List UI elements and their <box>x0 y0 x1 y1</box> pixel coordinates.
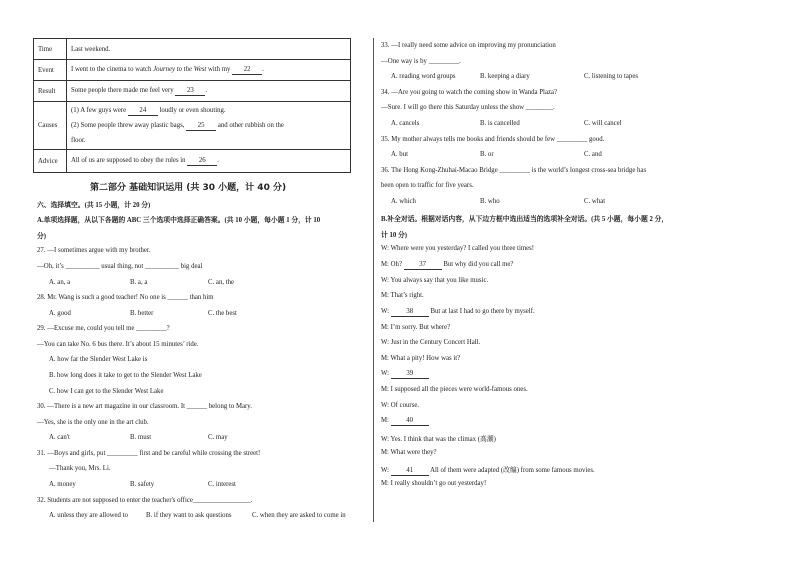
option-c[interactable]: C. what <box>584 198 606 205</box>
question-30-reply: —Yes, she is the only one in the art club. <box>37 419 149 426</box>
question-28: 28. Mr. Wang is such a good teacher! No one is ______ than him <box>37 294 214 301</box>
row-text: All of us are supposed to obey the rules in 26 . <box>67 150 351 173</box>
option-b[interactable]: B. keeping a diary <box>480 73 530 80</box>
option-b[interactable]: B. if they want to ask questions <box>146 512 232 519</box>
question-33-reply: —One way is by _________. <box>381 58 461 65</box>
question-36-cont: been open to traffic for five years. <box>381 182 474 189</box>
section-heading: 六、选择填空。(共 15 小题，计 20 分) <box>37 202 151 209</box>
dialogue-line: W: Where were you yesterday? I called you three times! <box>381 245 535 252</box>
dialogue-line: W: 38 But at last I had to go there by myself. <box>381 308 535 315</box>
dialogue-line: M: What were they? <box>381 449 437 456</box>
answer-blank: 38 <box>391 308 429 317</box>
option-a[interactable]: A. unless they are allowed to <box>49 512 128 519</box>
option-c[interactable]: C. how I can get to the Slender West Lake <box>49 388 164 395</box>
dialogue-line: M: 40 <box>381 417 429 426</box>
question-29: 29. —Excuse me, could you tell me _________? <box>37 325 170 332</box>
question-31: 31. —Boys and girls, put _________ first and be careful while crossing the street! <box>37 450 261 457</box>
dialogue-line: M: What a pity! How was it? <box>381 355 461 362</box>
row-text: I went to the cinema to watch Journey to the West with my 22 . <box>67 60 351 81</box>
part-title: 第二部分 基础知识运用 (共 30 小题，计 40 分) <box>90 183 287 193</box>
table-row <box>34 81 351 102</box>
question-36: 36. The Hong Kong-Zhuhai-Macao Bridge _________ is the world’s longest cross-sea bridge has <box>381 167 647 174</box>
option-c[interactable]: C. will cancel <box>584 120 622 127</box>
instructions: 计 10 分) <box>381 232 408 239</box>
event-table <box>33 38 351 173</box>
option-c[interactable]: C. an, the <box>208 279 235 286</box>
answer-blank: 22 <box>232 66 262 75</box>
answer-blank: 26 <box>187 157 217 166</box>
dialogue-line: W: 41 All of them were adapted (改编) from some famous movies. <box>381 467 595 474</box>
option-c[interactable]: C. when they are asked to come in <box>252 512 346 519</box>
column-divider <box>373 38 374 522</box>
option-a[interactable]: A. which <box>391 198 416 205</box>
row-label: Causes <box>34 102 67 150</box>
option-a[interactable]: A. cancels <box>391 120 420 127</box>
option-b[interactable]: B. how long does it take to get to the Slender West Lake <box>49 372 202 379</box>
dialogue-line: W: 39 <box>381 370 429 379</box>
row-label: Event <box>34 60 67 81</box>
option-c[interactable]: C. the best <box>208 310 237 317</box>
table-row <box>34 39 351 60</box>
answer-blank: 25 <box>186 122 216 131</box>
answer-blank: 23 <box>175 87 205 96</box>
dialogue-line: W: Yes. I think that was the climax (高潮) <box>381 436 496 443</box>
option-b[interactable]: B. must <box>130 434 152 441</box>
question-27: 27. —I sometimes argue with my brother. <box>37 247 151 254</box>
dialogue-line: M: Oh? 37 But why did you call me? <box>381 261 514 268</box>
row-label: Advice <box>34 150 67 173</box>
option-c[interactable]: C. listening to tapes <box>584 73 638 80</box>
table-row <box>34 102 351 150</box>
question-32: 32. Students are not supposed to enter the teacher's office_________________. <box>37 497 253 504</box>
row-text: Last weekend. <box>67 39 351 60</box>
dialogue-line: W: Just in the Century Concert Hall. <box>381 339 481 346</box>
row-label: Time <box>34 39 67 60</box>
answer-blank: 37 <box>404 261 442 270</box>
question-30: 30. —There is a new art magazine in our classroom. It ______ belong to Mary. <box>37 403 252 410</box>
answer-blank: 40 <box>391 417 429 426</box>
option-b[interactable]: B. is cancelled <box>480 120 520 127</box>
dialogue-line: W: Of course. <box>381 402 420 409</box>
option-b[interactable]: B. or <box>480 151 494 158</box>
option-c[interactable]: C. may <box>208 434 228 441</box>
option-c[interactable]: C. interest <box>208 481 236 488</box>
option-c[interactable]: C. and <box>584 151 602 158</box>
question-33: 33. —I really need some advice on improving my pronunciation <box>381 42 556 49</box>
question-27-reply: —Oh, it’s __________ usual thing, not __________ big deal <box>37 263 203 270</box>
option-a[interactable]: A. how far the Slender West Lake is <box>49 356 148 363</box>
question-31-reply: —Thank you, Mrs. Li. <box>49 465 111 472</box>
option-b[interactable]: B. a, a <box>130 279 148 286</box>
row-label: Result <box>34 81 67 102</box>
instructions: A.单项选择题，从以下各题的 ABC 三个选项中选择正确答案。(共 10 小题，每小题 1 分，计 10 <box>37 217 321 224</box>
question-34-reply: —Sure. I will go there this Saturday unless the show ________. <box>381 104 555 111</box>
option-a[interactable]: A. an, a <box>49 279 71 286</box>
answer-blank: 39 <box>391 370 429 379</box>
instructions: B.补全对话。根据对话内容，从下边方框中选出适当的选项补全对话。(共 5 小题，每小题 2 分， <box>381 216 669 223</box>
dialogue-line: M: I supposed all the pieces were world-famous ones. <box>381 386 528 393</box>
dialogue-line: M: I really shouldn’t go out yesterday! <box>381 480 487 487</box>
instructions: 分) <box>37 233 47 240</box>
option-b[interactable]: B. better <box>130 310 154 317</box>
question-34: 34. —Are you going to watch the coming show in Wanda Plaza? <box>381 89 558 96</box>
option-a[interactable]: A. reading word groups <box>391 73 456 80</box>
option-a[interactable]: A. can't <box>49 434 70 441</box>
option-a[interactable]: A. but <box>391 151 408 158</box>
row-text: Some people there made me feel very 23 . <box>67 81 351 102</box>
option-a[interactable]: A. money <box>49 481 76 488</box>
question-35: 35. My mother always tells me books and friends should be few _________ good. <box>381 136 605 143</box>
dialogue-line: M: I’m sorry. But where? <box>381 324 451 331</box>
dialogue-line: W: You always say that you like music. <box>381 277 489 284</box>
table-row <box>34 150 351 173</box>
question-29-reply: —You can take No. 6 bus there. It’s about 15 minutes’ ride. <box>37 341 199 348</box>
answer-blank: 41 <box>391 467 429 476</box>
option-b[interactable]: B. who <box>480 198 500 205</box>
answer-blank: 24 <box>128 107 158 116</box>
option-b[interactable]: B. safety <box>130 481 155 488</box>
table-row <box>34 60 351 81</box>
option-a[interactable]: A. good <box>49 310 71 317</box>
row-text: (1) A few guys were 24 loudly or even shouting. (2) Some people threw away plastic bags, 25 and other rubbish on the floor. <box>67 102 351 150</box>
dialogue-line: M: That’s right. <box>381 292 424 299</box>
